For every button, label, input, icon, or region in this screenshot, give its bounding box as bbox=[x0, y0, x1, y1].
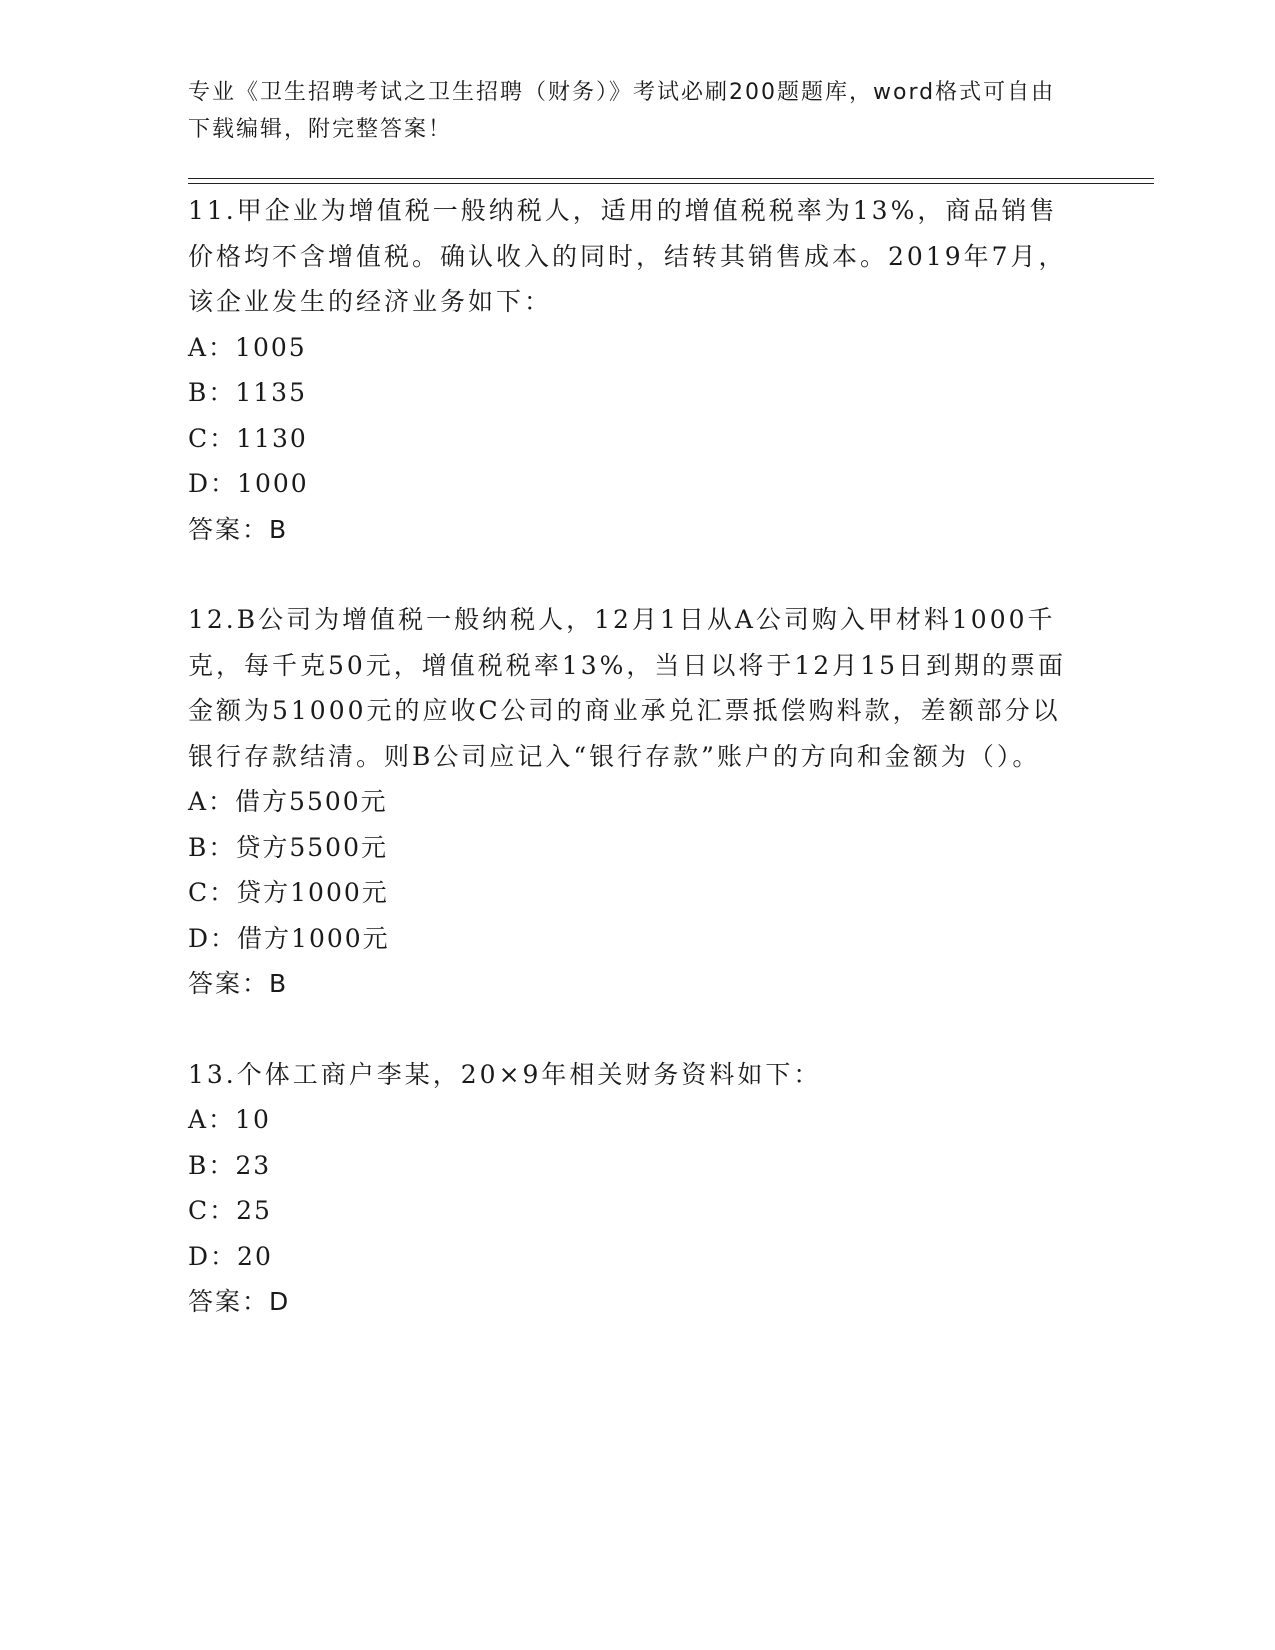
question-spacer bbox=[188, 552, 1068, 597]
option-d: D：1000 bbox=[188, 469, 309, 498]
option-c: C：1130 bbox=[188, 423, 308, 453]
question-list bbox=[188, 188, 1068, 1325]
option-b: B：23 bbox=[188, 1150, 272, 1180]
option-d: D：借方1000元 bbox=[188, 923, 390, 953]
question-11 bbox=[188, 188, 1068, 552]
question-spacer bbox=[188, 1007, 1068, 1052]
header-divider-bottom bbox=[188, 183, 1154, 184]
option-a: A：1005 bbox=[188, 332, 307, 362]
header-divider-top bbox=[188, 178, 1154, 179]
option-c: C：贷方1000元 bbox=[188, 878, 389, 907]
option-c: C：25 bbox=[188, 1196, 272, 1225]
option-b: B：贷方5500元 bbox=[188, 832, 388, 862]
answer-label: 答案：D bbox=[188, 1287, 291, 1316]
option-a: A：10 bbox=[188, 1105, 271, 1134]
question-stem: 11.甲企业为增值税一般纳税人，适用的增值税税率为13%，商品销售价格均不含增值税。确认收入的同时，结转其销售成本。2019年7月，该企业发生的经济业务如下： bbox=[188, 196, 1067, 316]
header-intro-text: 专业《卫生招聘考试之卫生招聘（财务）》考试必刷200题题库，word格式可自由下载编辑，附完整答案！ bbox=[188, 80, 1056, 142]
answer-label: 答案：B bbox=[188, 514, 289, 544]
question-stem: 12.B公司为增值税一般纳税人，12月1日从A公司购入甲材料1000千克，每千克50元，增值税税率13%，当日以将于12月15日到期的票面金额为51000元的应收C公司的商业承兑汇票抵偿购料款，差额部分以银行存款结清。则B公司应记入“银行存款”账户的方向和金额为（）。 bbox=[188, 605, 1067, 771]
option-d: D：20 bbox=[188, 1241, 273, 1271]
option-a: A：借方5500元 bbox=[188, 787, 388, 816]
question-13 bbox=[188, 1052, 1068, 1325]
option-b: B：1135 bbox=[188, 378, 307, 407]
question-stem: 13.个体工商户李某，20×9年相关财务资料如下： bbox=[188, 1059, 822, 1089]
question-12 bbox=[188, 597, 1068, 1007]
document-header bbox=[188, 74, 1068, 148]
answer-label: 答案：B bbox=[188, 969, 289, 998]
